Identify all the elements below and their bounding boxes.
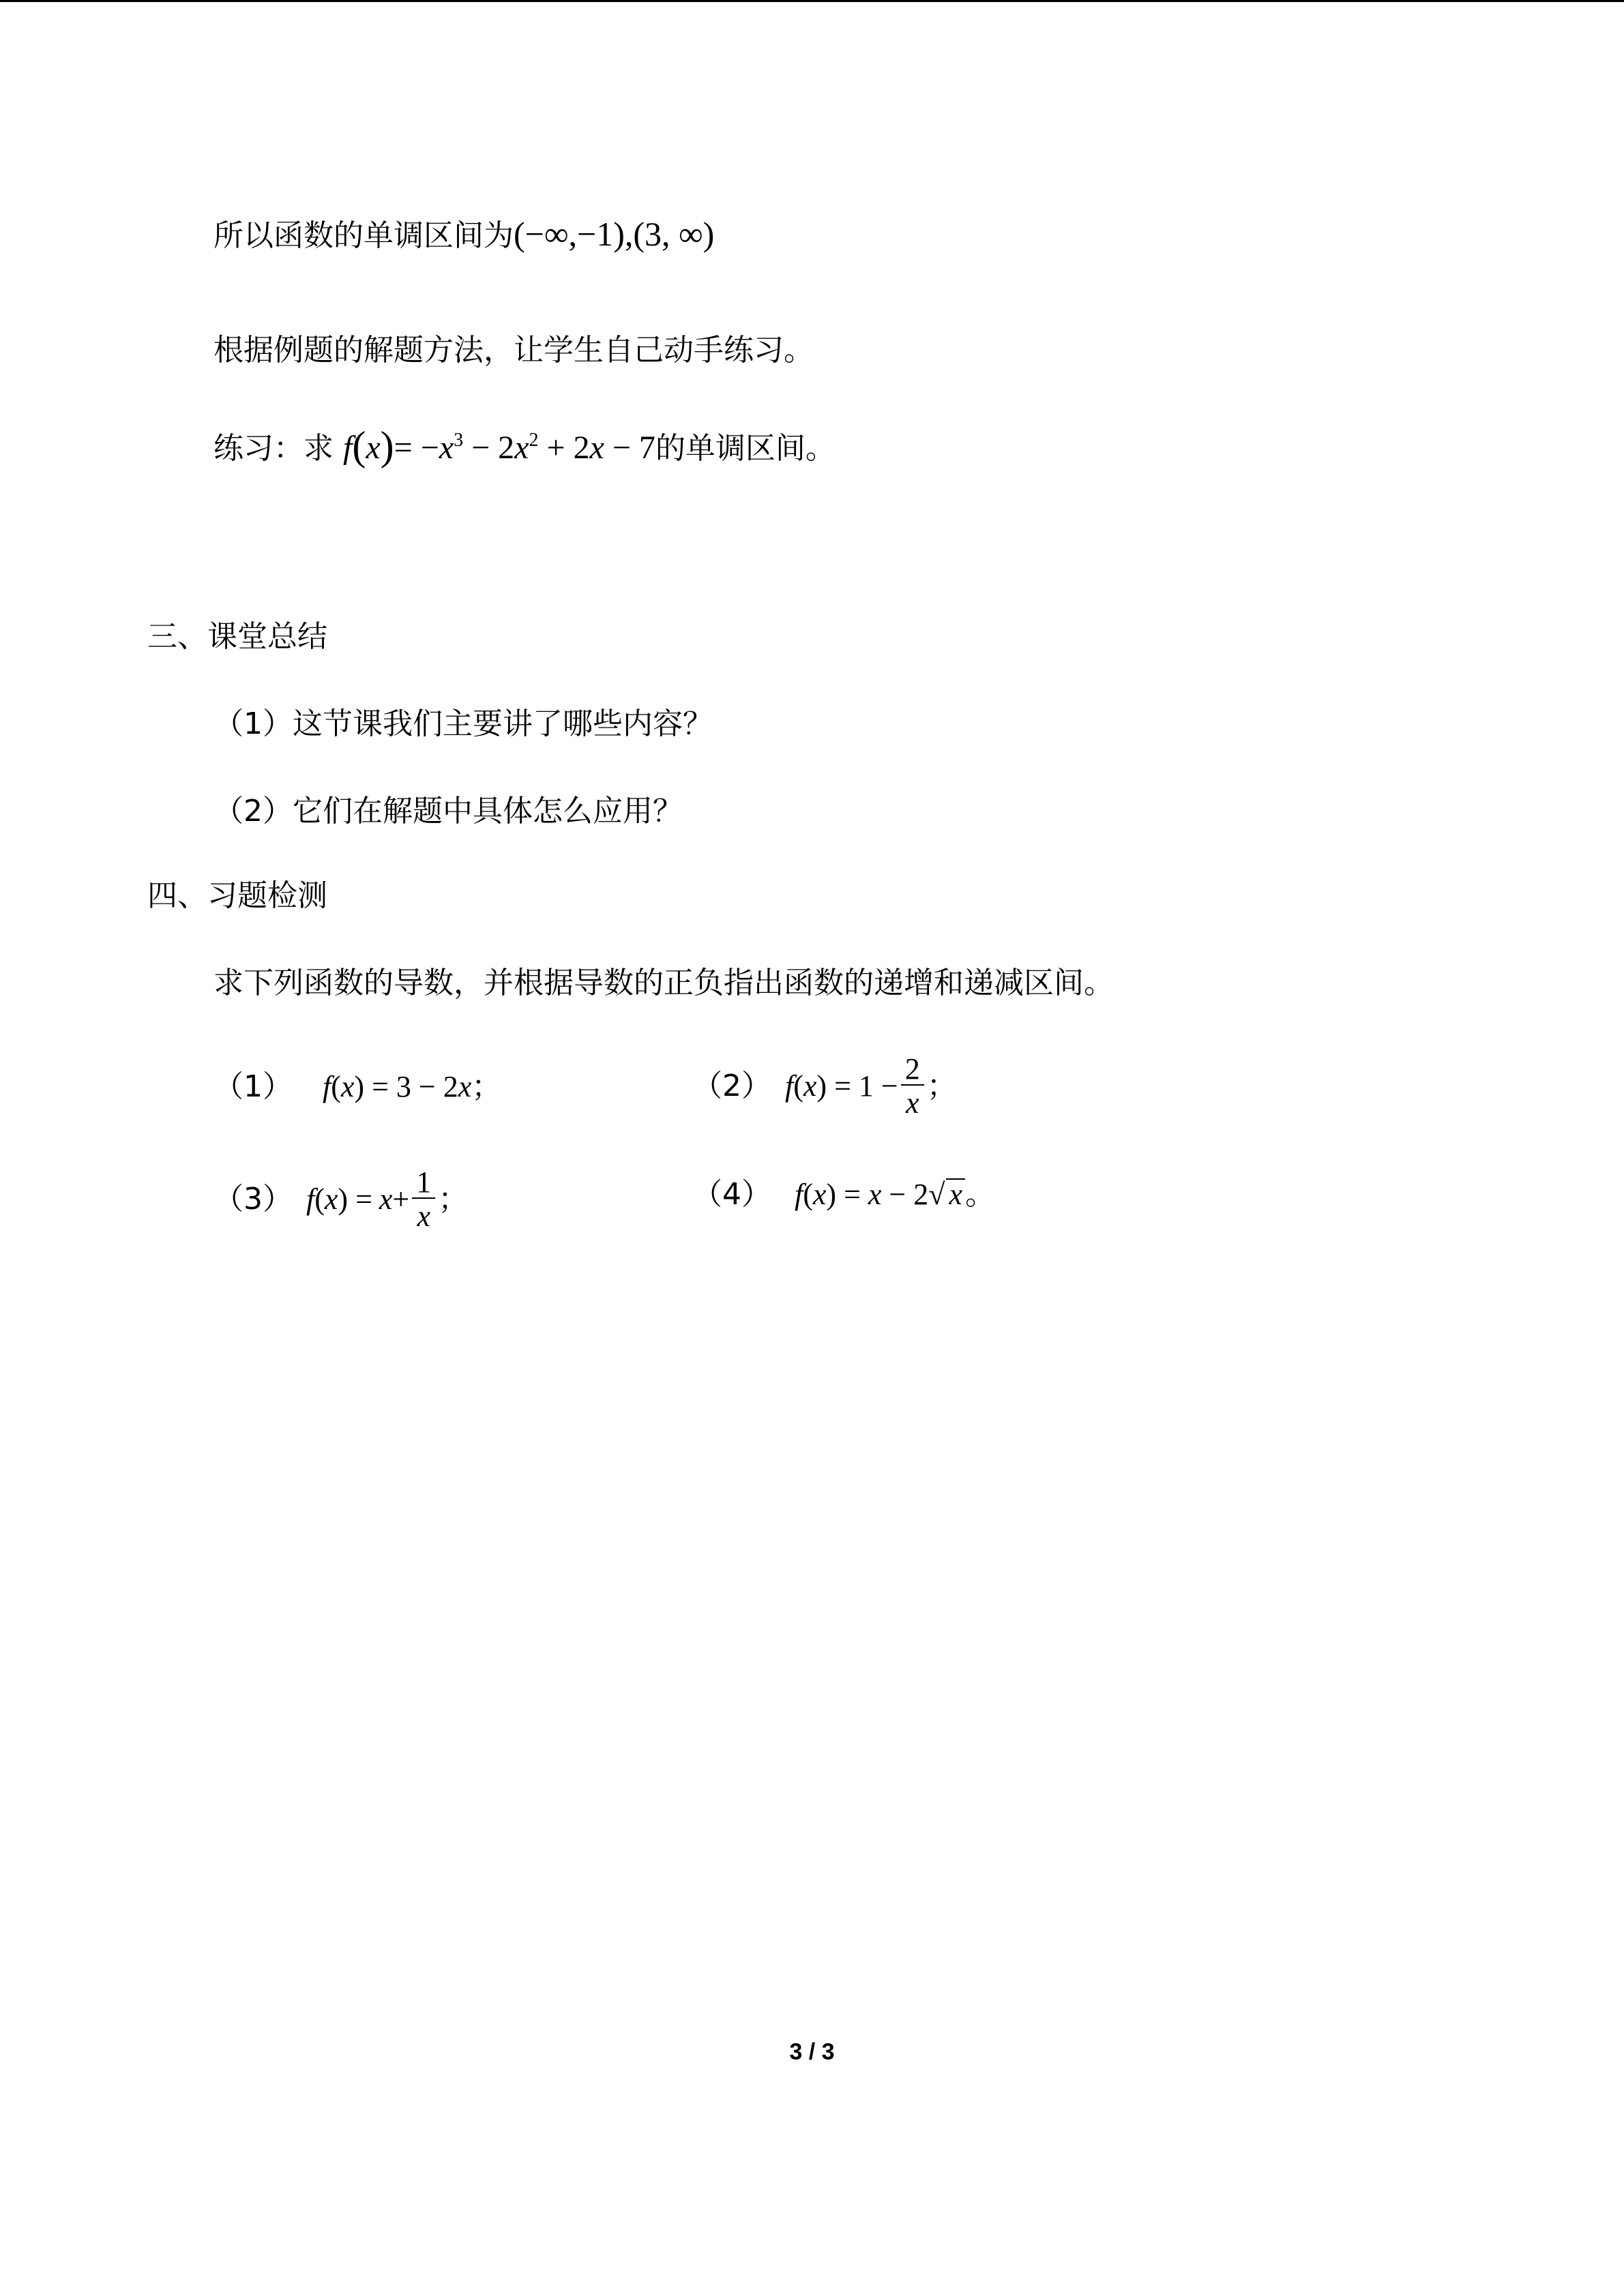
exercise-2-end: ； — [926, 1069, 957, 1103]
method-line: 根据例题的解题方法，让学生自己动手练习。 — [213, 333, 814, 368]
exercise-4-end: 。 — [964, 1177, 995, 1212]
exercise-1-formula: f(x) = 3 − 2x — [323, 1070, 472, 1103]
exercise-4-label: （4） — [692, 1177, 771, 1212]
practice-formula: $f(x)= -x^3 - 2x^2 + 2x - 7$ — [343, 423, 655, 468]
exercise-3-end: ； — [438, 1182, 469, 1217]
exercise-2-formula: f ( x ) = 1 − $\frac{2}{x}$ — [785, 1054, 927, 1118]
section3-q1: （1）这节课我们主要讲了哪些内容？ — [213, 706, 713, 741]
exercise-3 — [213, 1155, 468, 1244]
practice-suffix: 的单调区间。 — [655, 431, 836, 466]
section3-q2: （2）它们在解题中具体怎么应用？ — [213, 794, 683, 829]
interval-line — [213, 217, 714, 251]
exercise-3-label: （3） — [213, 1182, 293, 1217]
exercise-2 — [692, 1042, 957, 1131]
practice-line — [213, 423, 836, 468]
exercise-1 — [213, 1069, 502, 1104]
exercise-1-end: ； — [471, 1069, 502, 1104]
section4-intro: 求下列函数的导数，并根据导数的正负指出函数的递增和递减区间。 — [213, 966, 1114, 1000]
exercise-2-label: （2） — [692, 1069, 771, 1103]
exercise-1-label: （1） — [213, 1069, 293, 1104]
section3-title: 三、课堂总结 — [147, 619, 327, 654]
interval-math: (−∞,−1),(3, ∞) — [514, 215, 715, 253]
exercise-4 — [692, 1178, 995, 1210]
practice-prefix: 练习：求 — [213, 431, 334, 466]
section4-title: 四、习题检测 — [147, 878, 327, 913]
interval-text: 所以函数的单调区间为 — [213, 218, 514, 253]
page-number: 3 / 3 — [789, 2039, 835, 2065]
exercise-3-formula: f ( x ) = x + $\frac{1}{x}$ — [306, 1167, 438, 1232]
exercise-4-formula: f(x) = x − 2√ x — [795, 1178, 965, 1211]
